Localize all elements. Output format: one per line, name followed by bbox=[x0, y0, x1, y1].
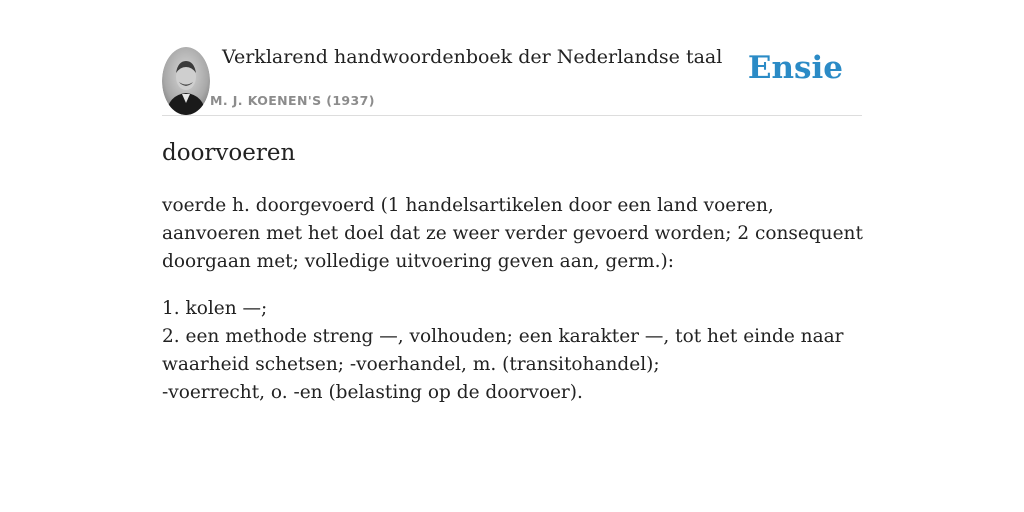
dictionary-title: Verklarend handwoordenboek der Nederlandse taal bbox=[222, 46, 723, 68]
example-line: -voerrecht, o. -en (belasting op de doorvoer). bbox=[162, 382, 583, 403]
dictionary-author: M. J. KOENEN'S (1937) bbox=[210, 93, 375, 108]
example-line: 1. kolen —; bbox=[162, 298, 268, 319]
author-portrait-image bbox=[162, 47, 210, 115]
example-line: 2. een methode streng —, volhouden; een karakter —, tot het einde naar waarheid schetsen; -voerhandel, m. (transitohandel); bbox=[162, 326, 844, 375]
entry-definition: voerde h. doorgevoerd (1 handelsartikelen door een land voeren, aanvoeren met het doel dat ze weer verder gevoerd worden; 2 consequent doorgaan met; volledige uitvoering geven aan, germ.): bbox=[162, 195, 863, 272]
brand-logo-link[interactable]: Ensie bbox=[747, 50, 843, 86]
site-header bbox=[162, 44, 862, 116]
entry-examples bbox=[162, 295, 867, 407]
entry-headword: doorvoeren bbox=[162, 140, 296, 166]
